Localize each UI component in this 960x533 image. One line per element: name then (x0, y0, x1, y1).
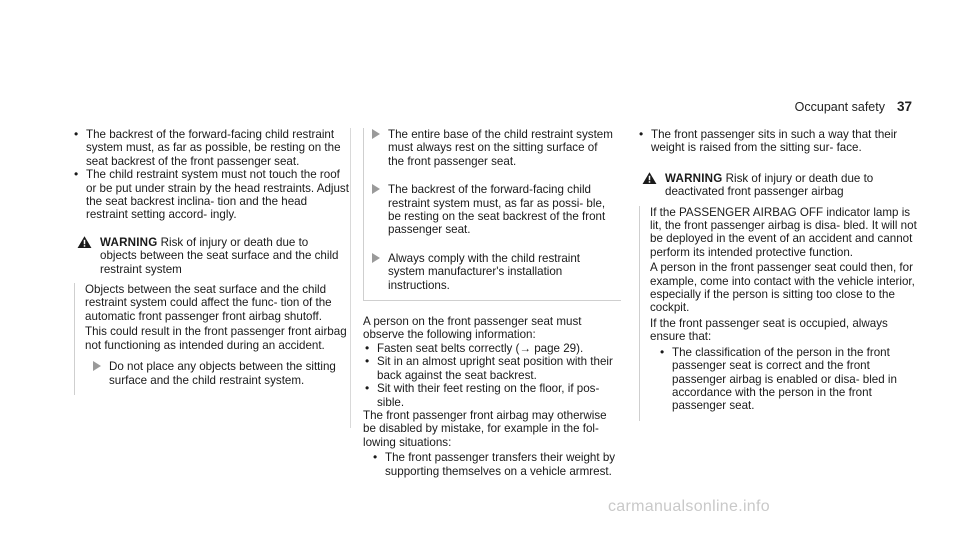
instruction-step (364, 252, 613, 292)
step-text: Do not place any objects between the sitting surface and the child restraint system. (109, 360, 336, 387)
warning-header (74, 236, 349, 276)
bullet-item: • Sit in an almost upright seat position with their back against the seat backrest. (363, 355, 621, 382)
step-arrow-icon (93, 361, 101, 371)
step-text: Always comply with the child restraint system manufacturer's installation instructions. (388, 251, 581, 292)
bullet-item: • The classification of the person in the front passenger seat is correct and the front passenger airbag is enabled or disa- bled in accordance with the person in the front passenger seat. (658, 346, 922, 413)
column-1 (72, 128, 349, 395)
section-title: Occupant safety (794, 100, 885, 114)
column-3 (637, 128, 922, 421)
step-arrow-icon (372, 129, 380, 139)
running-head (795, 99, 912, 114)
step-text: The backrest of the forward-facing child restraint system must, as far as possi- ble, be resting on the seat backrest of the front passenger seat. (388, 183, 606, 237)
situation-list (363, 451, 621, 478)
watermark: carmanualsonline.info (608, 498, 770, 515)
warning-triangle-icon (77, 235, 92, 249)
warning-label: WARNING (100, 235, 158, 249)
warning-paragraph: If the PASSENGER AIRBAG OFF indicator lamp is lit, the front passenger airbag is disa- bled. It will not be deployed in the event of an accident and cannot perform its intended protective function. (650, 205, 917, 259)
instruction-step (364, 183, 613, 237)
instruction-steps (363, 128, 621, 301)
bullet-item: • Fasten seat belts correctly (→ page 29). (363, 342, 621, 355)
column-2 (363, 128, 621, 478)
step-arrow-icon (372, 253, 380, 263)
passenger-info (363, 315, 621, 478)
page-number: 37 (896, 99, 912, 114)
warning-body (639, 206, 922, 421)
warning-title: Risk of injury or death due to deactivated front passenger airbag (665, 171, 874, 199)
warning-paragraph: A person in the front passenger seat could then, for example, come into contact with the vehicle interior, especially if the person is sitting too close to the cockpit. (650, 261, 915, 315)
bullet-item: • The backrest of the forward-facing child restraint system must, as far as possible, be resting on the seat backrest of the front passenger seat. (72, 128, 349, 168)
bullet-item: • The front passenger sits in such a way that their weight is raised from the sitting sur- face. (637, 128, 922, 155)
warning-paragraph: If the front passenger seat is occupied, always ensure that: (650, 316, 888, 344)
warning-body (74, 283, 349, 395)
warning-header (639, 172, 922, 199)
instruction-step (364, 128, 613, 168)
intro-paragraph: A person on the front passenger seat must observe the following information: (363, 315, 582, 342)
bullet-item: • The front passenger transfers their weight by supporting themselves on a vehicle armrest. (371, 451, 621, 478)
warning-triangle-icon (642, 171, 657, 185)
warning-label: WARNING (665, 171, 723, 185)
bullet-item: • Sit with their feet resting on the floor, if pos- sible. (363, 382, 621, 409)
bullet-item: • The child restraint system must not touch the roof or be put under strain by the head restraints. Adjust the seat backrest inclina- tion and the head restraint setting accord- ingly. (72, 168, 349, 222)
step-text: The entire base of the child restraint system must always rest on the sitting surface of the front passenger seat. (388, 128, 613, 168)
warning-block (639, 172, 922, 421)
column-divider (350, 128, 351, 428)
warning-title: Risk of injury or death due to objects between the seat surface and the child restraint system (100, 235, 339, 276)
warning-block (74, 236, 349, 395)
instruction-step (85, 360, 349, 387)
warning-paragraph: This could result in the front passenger front airbag not functioning as intended during an accident. (85, 325, 347, 352)
step-arrow-icon (372, 184, 380, 194)
body-paragraph: The front passenger front airbag may otherwise be disabled by mistake, for example in the fol- lowing situations: (363, 408, 607, 449)
warning-paragraph: Objects between the seat surface and the child restraint system could affect the func- tion of the automatic front passenger front airbag shutoff. (85, 283, 332, 323)
